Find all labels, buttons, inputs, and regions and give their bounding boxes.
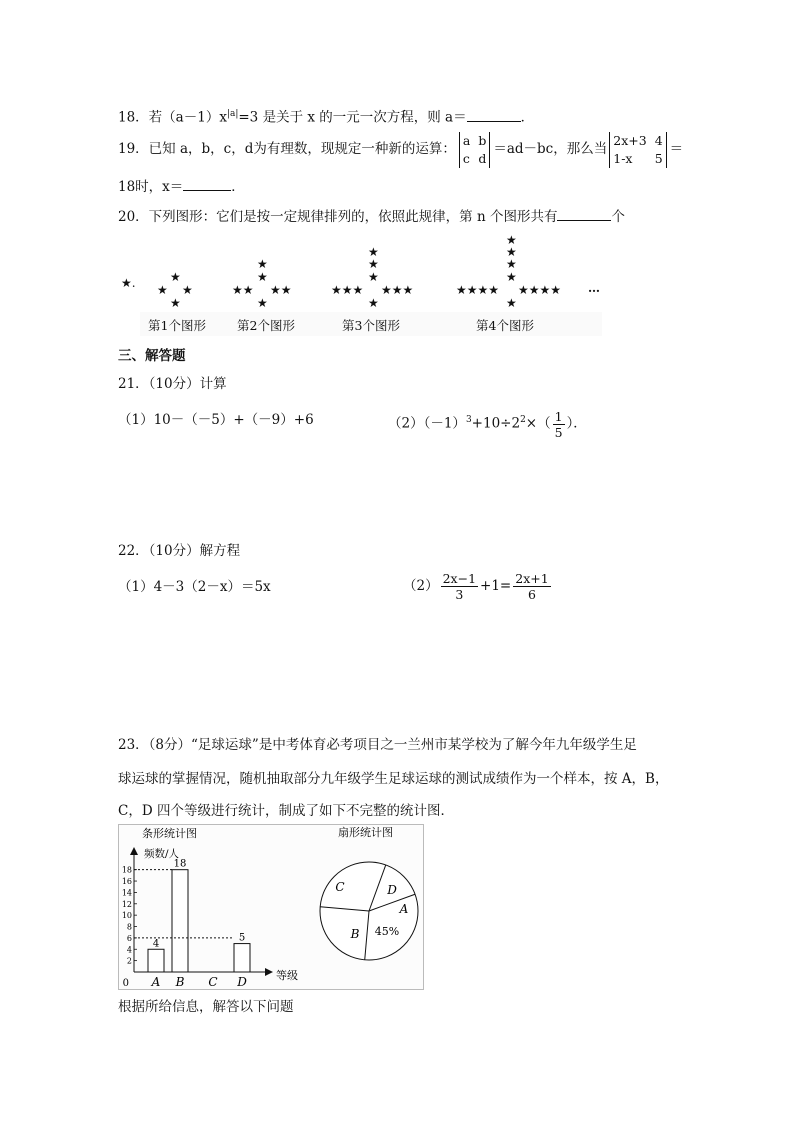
y-tick-label: 10	[121, 911, 132, 921]
question-21-part2: $(2)(-1)^3+10\div 2^2\times$（ $\frac{1}{5}$ ）．	[388, 408, 587, 440]
star-fig2-top: ★	[170, 270, 181, 284]
x-tick-label: B	[175, 975, 185, 989]
caption-fig3: 第3个图形	[342, 318, 400, 333]
star-fig2-left: ★	[157, 283, 168, 297]
fraction-right: $\frac{2x+1}{6}$	[515, 571, 549, 602]
pie-label-A: A	[399, 902, 409, 916]
x-tick-label: D	[237, 975, 247, 989]
question-23-line1: 23．（8分）“足球运球”是中考体育必考项目之一兰州市某学校为了解今年九年级学生足	[118, 737, 637, 753]
ellipsis: …	[588, 281, 600, 295]
star-fig2-bottom: ★	[170, 296, 181, 310]
star-fig3: ★	[257, 257, 268, 271]
pie-label-C: C	[335, 880, 345, 894]
question-19-line2: 18时，x＝ ．	[118, 176, 245, 197]
y-tick-label: 4	[126, 945, 132, 955]
y-tick-label: 0	[122, 978, 129, 989]
fraction-one-fifth: $\frac{1}{5}$	[554, 408, 563, 440]
question-18: 18．若$(a-1)x^{|a|}=3$ 是关于 x 的一元一次方程，则 a＝ ．	[118, 104, 534, 128]
question-22-part1: （1）4－3（2－x）＝5x	[118, 579, 271, 595]
caption-fig1: 第1个图形	[148, 318, 206, 333]
exam-page: 18．若$(a-1)x^{|a|}=3$ 是关于 x 的一元一次方程，则 a＝ ． 19．已知 a，b，c，d为有理数，现规定一种新的运算： a b c d ＝ad－bc，那么当 2x+3 4 1-x 5 ＝ 18时，x＝ ． 20．下列图形：它们是按一定规律排列的，依照此规律，第 n 个图形共有 个 ★. ★ ★ ★ ★ ★ ★ ★★ ★★ ★ ★ ★ ★ ★★★ ★★★ ★ ★ ★ ★ ★ ★★★★ ★★★★ ★ … 第1个图形 第2个图形 第3个图形 第4个图形 三、解答题 21．（10分）计算 （1）10－（－5）+（－9）+6 $(2)(-1)^3+10\div 2^2\times$（ $\frac{1}{5}$ ）． 22．（10分）解方程 （1）4－3（2－x）＝5x （2） $\frac{2x-1}{3}$ +1= $\frac{2x+1}{6}$ 23．（8分）“足球运球”是中考体育必考项目之一兰州市某学校为了解今年九年级学生足 球运球的掌握情况，随机抽取部分九年级学生足球运球的测试成绩作为一个样本，按 A，B， C，D 四个等级进行统计，制成了如下不完整的统计图． 条形统计图 频数/人 等级 0 2 4 6 8 10 12 14 16 18 4 A 18 B C 5 D 扇形统计图 A B C D 45% 根据所给信息，解答以下问题	[0, 0, 794, 1123]
determinant-x: 2x+3 4 1-x 5	[609, 132, 666, 168]
bar-chart-title: 条形统计图	[142, 827, 197, 840]
pie-label-D: D	[387, 883, 397, 897]
bar-value-label: 4	[152, 938, 160, 950]
x-tick-label: A	[151, 975, 161, 989]
question-19: 19．已知 a，b，c，d为有理数，现规定一种新的运算： a b c d ＝ad－bc，那么当 2x+3 4 1-x 5 ＝	[118, 132, 684, 166]
section-heading: 三、解答题	[118, 348, 186, 364]
bar-B	[172, 870, 188, 972]
y-tick-label: 2	[126, 956, 132, 966]
caption-fig4: 第4个图形	[476, 318, 534, 333]
pie-label-B: B	[350, 927, 360, 941]
y-tick-label: 14	[121, 888, 132, 898]
question-21-title: 21．（10分）计算	[118, 376, 227, 392]
statistics-charts	[118, 824, 430, 990]
determinant-abcd: a b c d	[459, 132, 490, 168]
x-axis-label: 等级	[276, 969, 298, 982]
x-tick-label: C	[208, 975, 218, 989]
y-tick-label: 6	[126, 933, 132, 943]
answer-blank-18[interactable]	[467, 107, 521, 122]
question-21-part1: （1）10－（－5）+（－9）+6	[118, 412, 314, 428]
y-axis-label: 频数/人	[144, 848, 180, 860]
caption-fig2: 第2个图形	[237, 318, 295, 333]
pie-chart-title: 扇形统计图	[338, 826, 393, 839]
star-fig2-right: ★	[182, 283, 193, 297]
y-tick-label: 16	[121, 877, 132, 887]
star-fig5: ★	[506, 233, 517, 247]
answer-blank-20[interactable]	[557, 206, 611, 221]
bar-value-label: 18	[173, 858, 187, 870]
question-22-title: 22．（10分）解方程	[118, 543, 241, 559]
question-23-line2: 球运球的掌握情况，随机抽取部分九年级学生足球运球的测试成绩作为一个样本，按 A，B，	[118, 771, 669, 787]
y-tick-label: 18	[121, 865, 132, 875]
bar-D	[234, 944, 250, 972]
y-tick-label: 12	[121, 899, 132, 909]
star-fig1: ★.	[121, 276, 136, 290]
star-fig4: ★	[368, 245, 379, 259]
question-22-part2: （2） $\frac{2x-1}{3}$ +1= $\frac{2x+1}{6}$	[403, 571, 549, 602]
question-23-line3: C，D 四个等级进行统计，制成了如下不完整的统计图．	[118, 803, 454, 819]
question-20: 20．下列图形：它们是按一定规律排列的，依照此规律，第 n 个图形共有 个	[118, 206, 625, 227]
y-tick-label: 8	[126, 922, 132, 932]
answer-blank-19[interactable]	[183, 176, 231, 191]
fraction-left: $\frac{2x-1}{3}$	[442, 571, 477, 602]
question-23-after: 根据所给信息，解答以下问题	[118, 999, 294, 1015]
bar-value-label: 5	[238, 932, 246, 944]
bar-A	[148, 949, 164, 972]
pie-percent-B: 45%	[374, 925, 400, 938]
